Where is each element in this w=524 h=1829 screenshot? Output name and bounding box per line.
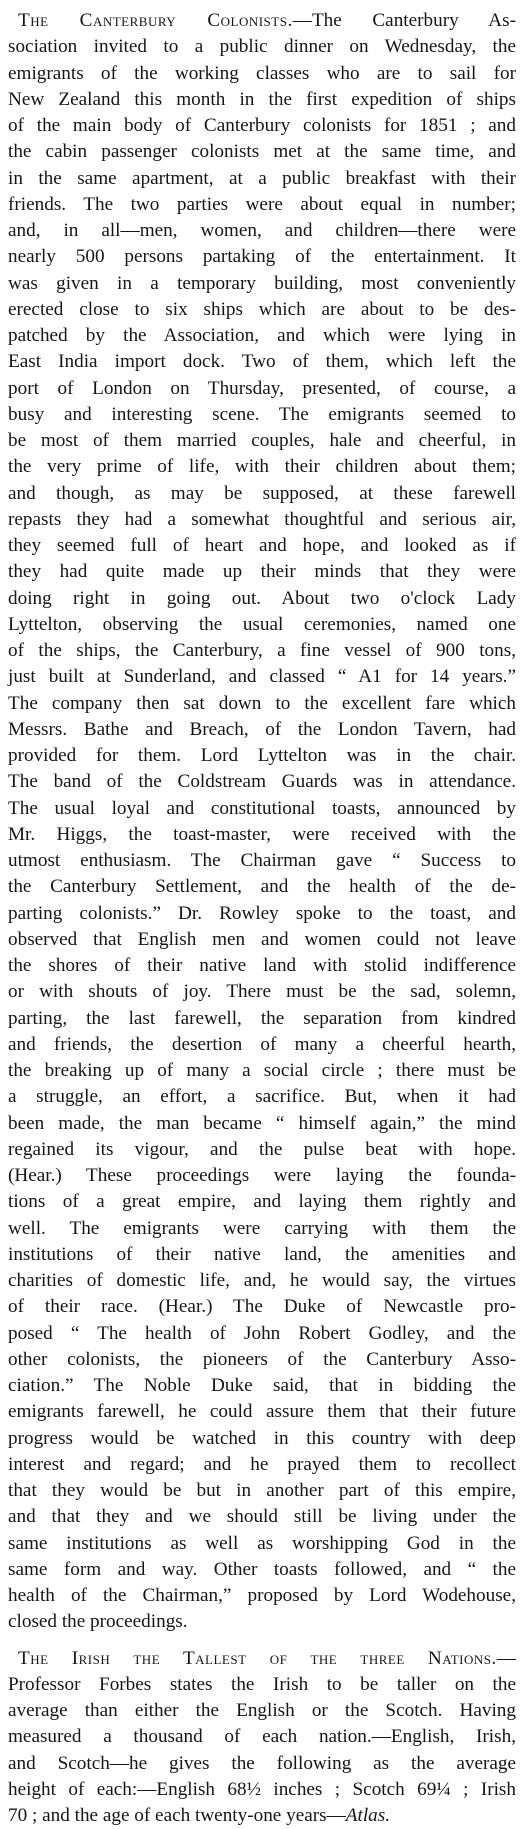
article-irish-tallest: [8, 1646, 516, 1829]
text-line: East India import dock. Two of them, which left the: [8, 349, 516, 375]
text-line: well. The emigrants were carrying with them the: [8, 1216, 516, 1242]
text-line: and Scotch—he gives the following as the average: [8, 1751, 516, 1777]
text-line: emigrants farewell, he could assure them that their future: [8, 1399, 516, 1425]
text-line: and friends, the desertion of many a cheerful hearth,: [8, 1032, 516, 1058]
text-line: height of each:—English 68½ inches ; Scotch 69¼ ; Irish: [8, 1777, 516, 1803]
text-line: and, in all—men, women, and children—there were: [8, 218, 516, 244]
text-line: nearly 500 persons partaking of the entertainment. It: [8, 244, 516, 270]
text-line: of the main body of Canterbury colonists for 1851 ; and: [8, 113, 516, 139]
text-line: other colonists, the pioneers of the Canterbury Asso-: [8, 1347, 516, 1373]
text-line: utmost enthusiasm. The Chairman gave “ Success to: [8, 848, 516, 874]
text-line: the Canterbury Settlement, and the health of the de-: [8, 874, 516, 900]
text-line: or with shouts of joy. There must be the sad, solemn,: [8, 979, 516, 1005]
text-line: measured a thousand of each nation.—English, Irish,: [8, 1724, 516, 1750]
text-line: be most of them married couples, hale and cheerful, in: [8, 428, 516, 454]
text-line: Professor Forbes states the Irish to be taller on the: [8, 1672, 516, 1698]
text-line: New Zealand this month in the first expedition of ships: [8, 87, 516, 113]
text-line: the cabin passenger colonists met at the same time, and: [8, 139, 516, 165]
text-line: just built at Sunderland, and classed “ A1 for 14 years.”: [8, 664, 516, 690]
text-line: the breaking up of many a social circle ; there must be: [8, 1058, 516, 1084]
text-line: charities of domestic life, and, he would say, the virtues: [8, 1268, 516, 1294]
text-line: progress would be watched in this country with deep: [8, 1426, 516, 1452]
text-line: The band of the Coldstream Guards was in attendance.: [8, 769, 516, 795]
text-line: patched by the Association, and which were lying in: [8, 323, 516, 349]
text-line: tions of a great empire, and laying them rightly and: [8, 1189, 516, 1215]
text-line: of the ships, the Canterbury, a fine vessel of 900 tons,: [8, 638, 516, 664]
article-heading: The Irish the Tallest of the three Nations.: [18, 1648, 497, 1669]
text-line: 70 ; and the age of each twenty-one years—: [8, 1805, 346, 1826]
text-line: ciation.” The Noble Duke said, that in bidding the: [8, 1373, 516, 1399]
text-line: Lyttelton, observing the usual ceremonies, named one: [8, 612, 516, 638]
text-line: institutions of their native land, the amenities and: [8, 1242, 516, 1268]
text-line: emigrants of the working classes who are to sail for: [8, 61, 516, 87]
text-line: and that they and we should still be living under the: [8, 1504, 516, 1530]
text-line: was given in a temporary building, most conveniently: [8, 271, 516, 297]
article-heading: The Canterbury Colonists.: [18, 10, 293, 31]
text-line: been made, the man became “ himself again,” the mind: [8, 1111, 516, 1137]
text-line: of their race. (Hear.) The Duke of Newcastle pro-: [8, 1294, 516, 1320]
text-line: parting, the last farewell, the separation from kindred: [8, 1006, 516, 1032]
text-line: the shores of their native land with stolid indifference: [8, 953, 516, 979]
text-line: provided for them. Lord Lyttelton was in the chair.: [8, 743, 516, 769]
text-line: —: [497, 1648, 516, 1669]
text-line: Mr. Higgs, the toast-master, were received with the: [8, 822, 516, 848]
text-line: average than either the English or the Scotch. Having: [8, 1698, 516, 1724]
article-canterbury-colonists: [8, 8, 516, 1636]
text-line: same form and way. Other toasts followed, and “ the: [8, 1557, 516, 1583]
text-line: busy and interesting scene. The emigrants seemed to: [8, 402, 516, 428]
text-line: The company then sat down to the excellent fare which: [8, 691, 516, 717]
text-line: friends. The two parties were about equal in number;: [8, 192, 516, 218]
text-line: they had quite made up their minds that they were: [8, 559, 516, 585]
paragraph-gap: [8, 1636, 516, 1646]
text-line: closed the proceedings.: [8, 1609, 516, 1635]
text-line: —The Canterbury As-: [293, 10, 516, 31]
text-line: The usual loyal and constitutional toasts, announced by: [8, 796, 516, 822]
article-first-line: [8, 1646, 516, 1672]
text-line: sociation invited to a public dinner on Wednesday, the: [8, 34, 516, 60]
text-line: posed “ The health of John Robert Godley, and the: [8, 1321, 516, 1347]
text-line: and though, as may be supposed, at these farewell: [8, 481, 516, 507]
text-line: they seemed full of heart and hope, and looked as if: [8, 533, 516, 559]
text-line: the very prime of life, with their children about them;: [8, 454, 516, 480]
text-line: same institutions as well as worshipping God in the: [8, 1531, 516, 1557]
article-first-line: [8, 8, 516, 34]
text-line: in the same apartment, at a public breakfast with their: [8, 166, 516, 192]
text-line: (Hear.) These proceedings were laying the founda-: [8, 1163, 516, 1189]
text-line: observed that English men and women could not leave: [8, 927, 516, 953]
text-line: port of London on Thursday, presented, of course, a: [8, 376, 516, 402]
text-line: a struggle, an effort, a sacrifice. But, when it had: [8, 1084, 516, 1110]
text-line: doing right in going out. About two o'clock Lady: [8, 586, 516, 612]
source-credit: Atlas.: [346, 1805, 390, 1826]
text-line: repasts they had a somewhat thoughtful and serious air,: [8, 507, 516, 533]
text-line: health of the Chairman,” proposed by Lord Wodehouse,: [8, 1583, 516, 1609]
text-line: Messrs. Bathe and Breach, of the London Tavern, had: [8, 717, 516, 743]
article-last-line: [8, 1803, 516, 1829]
text-line: erected close to six ships which are about to be des-: [8, 297, 516, 323]
text-line: interest and regard; and he prayed them to recollect: [8, 1452, 516, 1478]
text-line: that they would be but in another part of this empire,: [8, 1478, 516, 1504]
text-line: regained its vigour, and the pulse beat with hope.: [8, 1137, 516, 1163]
text-line: parting colonists.” Dr. Rowley spoke to the toast, and: [8, 901, 516, 927]
